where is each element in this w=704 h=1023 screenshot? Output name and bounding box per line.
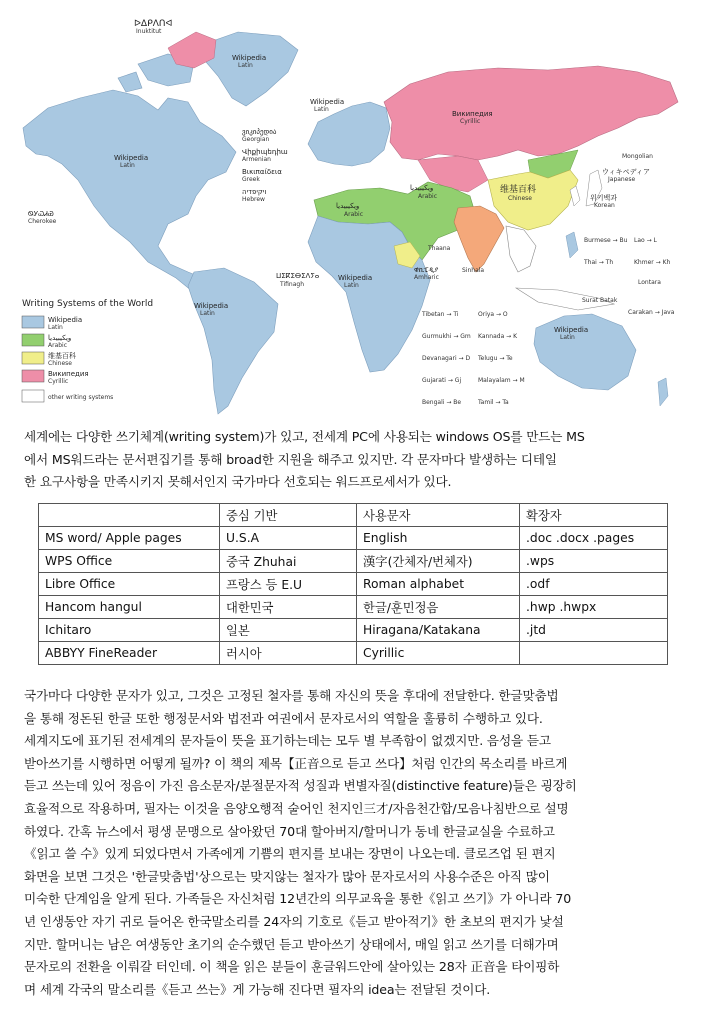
table-cell: .odf xyxy=(520,573,668,596)
table-header-cell xyxy=(39,504,220,527)
label-arabic2-script: Arabic xyxy=(418,193,438,200)
body-line: 년 인생동안 자기 귀로 들어온 한국말소리를 24자의 기호로《듣고 받아적기》한 초보의 편지가 낯설 xyxy=(24,913,564,929)
label-thai: Thai → Th xyxy=(584,259,614,266)
legend-swatch-cyrillic xyxy=(22,370,44,382)
label-tibetan: Tibetan → Ti xyxy=(422,311,459,318)
label-gujarati: Gujarati → Gj xyxy=(422,377,462,384)
label-burmese: Burmese → Bu xyxy=(584,237,628,244)
table-cell: Ichitaro xyxy=(39,619,220,642)
legend-script-other: other writing systems xyxy=(48,394,114,401)
intro-paragraph xyxy=(24,426,684,494)
label-africa-script: Latin xyxy=(344,282,359,289)
table-header-cell: 중심 기반 xyxy=(220,504,357,527)
label-samerica-native: Wikipedia xyxy=(194,302,229,310)
label-amharic: Amharic xyxy=(414,274,439,281)
label-greek: Greek xyxy=(242,176,260,183)
table-cell: Hiragana/Katakana xyxy=(357,619,520,642)
label-africa-native: Wikipedia xyxy=(338,274,373,282)
table-cell: 일본 xyxy=(220,619,357,642)
new-zealand-shape xyxy=(658,378,668,406)
body-paragraph xyxy=(24,685,684,1001)
label-khmer: Khmer → Kh xyxy=(634,259,671,266)
label-devanagari: Devanagari → D xyxy=(422,355,471,362)
table-cell: Libre Office xyxy=(39,573,220,596)
table-cell: .wps xyxy=(520,550,668,573)
southeast-asia-shape xyxy=(506,226,536,272)
label-europe-script: Latin xyxy=(314,106,329,113)
label-sinhala: Sinhala xyxy=(462,267,485,274)
label-namerica-script: Latin xyxy=(120,162,135,169)
label-samerica-script: Latin xyxy=(200,310,215,317)
label-inuktitut-native: ᐅᐃᑭᐱᑎᐊ xyxy=(134,19,173,29)
label-hebrew: Hebrew xyxy=(242,196,265,203)
table-row xyxy=(39,550,668,573)
label-greenland-script: Latin xyxy=(238,62,253,69)
table-cell: 漢字(간체자/번체자) xyxy=(357,550,520,573)
label-arabic-native: ويكيبيديا xyxy=(336,202,360,210)
label-tifinagh-native: ⵡⵉⴽⵉⴱⵉⴷⵢⴰ xyxy=(276,272,320,280)
label-cherokee: Cherokee xyxy=(28,218,57,225)
label-greenland-native: Wikipedia xyxy=(232,54,267,62)
label-tamil: Tamil → Ta xyxy=(478,399,509,406)
body-line: 《읽고 쓸 수》있게 되었다면서 가족에게 기쁨의 편지를 보내는 장면이 나오는데. 클로즈업 된 편지 xyxy=(24,846,556,862)
label-armenian-native: Վիքիպեդիա xyxy=(242,148,288,156)
label-javanese: Carakan → Java xyxy=(628,309,675,316)
legend-native-latin: Wikipedia xyxy=(48,316,83,324)
label-australia-script: Latin xyxy=(560,334,575,341)
legend-script-chinese: Chinese xyxy=(48,360,72,367)
table-header-cell: 확장자 xyxy=(520,504,668,527)
label-korean-native: 위키백과 xyxy=(590,194,618,202)
label-tifinagh: Tifinagh xyxy=(280,281,305,288)
intro-line: 세계에는 다양한 쓰기체계(writing system)가 있고, 전세계 PC에 사용되는 windows OS를 만드는 MS xyxy=(24,429,585,444)
legend-swatch-latin xyxy=(22,316,44,328)
legend-script-latin: Latin xyxy=(48,324,63,331)
legend-title: Writing Systems of the World xyxy=(22,299,154,309)
north-america-shape xyxy=(23,90,236,296)
label-europe-native: Wikipedia xyxy=(310,98,345,106)
body-line: 국가마다 다양한 문자가 있고, 그것은 고정된 철자를 통해 자신의 뜻을 후대에 전달한다. 한글맞춤법 xyxy=(24,688,559,703)
word-processor-table xyxy=(38,503,668,665)
table-cell: 대한민국 xyxy=(220,596,357,619)
legend-item-arabic xyxy=(22,334,71,349)
russia-cyrillic-shape xyxy=(384,66,678,160)
label-australia-native: Wikipedia xyxy=(554,326,589,334)
india-shape xyxy=(454,206,504,272)
table-header-cell: 사용문자 xyxy=(357,504,520,527)
table-cell xyxy=(520,642,668,665)
body-line: 을 통해 정돈된 한글 또한 행정문서와 법전과 여권에서 문자로서의 역할을 훌륭히 수행하고 있다. xyxy=(24,710,543,726)
label-kannada: Kannada → K xyxy=(478,333,518,340)
label-lontara: Lontara xyxy=(638,279,661,286)
table-cell: .jtd xyxy=(520,619,668,642)
table-cell: 러시아 xyxy=(220,642,357,665)
table-cell: 한글/훈민정음 xyxy=(357,596,520,619)
table-cell: U.S.A xyxy=(220,527,357,550)
table-row xyxy=(39,573,668,596)
table-cell: Cyrillic xyxy=(357,642,520,665)
china-shape xyxy=(488,170,578,230)
label-cyrillic-script: Cyrillic xyxy=(460,118,481,125)
label-namerica-native: Wikipedia xyxy=(114,154,149,162)
body-line: 지만. 할머니는 남은 여생동안 초기의 순수했던 듣고 받아쓰기 상태에서, 매일 읽고 쓰기를 더해가며 xyxy=(24,936,559,952)
table-cell: ABBYY FineReader xyxy=(39,642,220,665)
intro-line: 한 요구사항을 만족시키지 못해서인지 국가마다 선호되는 워드프로세서가 있다. xyxy=(24,474,452,490)
table-cell: .hwp .hwpx xyxy=(520,596,668,619)
label-georgian-native: ვიკიპედია xyxy=(242,128,277,136)
table-header-row xyxy=(39,504,668,527)
label-malayalam: Malayalam → M xyxy=(478,377,525,384)
label-greek-native: Βικιπαίδεια xyxy=(242,168,282,176)
table-cell: 프랑스 등 E.U xyxy=(220,573,357,596)
legend-script-arabic: Arabic xyxy=(48,342,68,349)
table-row xyxy=(39,527,668,550)
label-arabic2-native: ويكيبيديا xyxy=(410,184,434,192)
table-cell: English xyxy=(357,527,520,550)
body-line: 미숙한 단계임을 알게 된다. 가족들은 자신처럼 12년간의 의무교육을 통한《읽고 쓰기》가 아니라 70 xyxy=(24,891,572,907)
label-japanese: Japanese xyxy=(608,176,636,183)
table-cell: 중국 Zhuhai xyxy=(220,550,357,573)
label-inuktitut: Inuktitut xyxy=(136,28,162,35)
label-gurmukhi: Gurmukhi → Gm xyxy=(422,333,471,340)
label-chinese-script: Chinese xyxy=(508,195,532,202)
korea-shape xyxy=(570,186,580,206)
body-line: 세계지도에 표기된 전세계의 문자들이 뜻을 표기하는데는 모두 별 부족함이 없겠지만. 음성을 듣고 xyxy=(24,733,551,749)
intro-line: 에서 MS워드라는 문서편집기를 통해 broad한 지원을 해주고 있지만. 각 문자마다 발생하는 디테일 xyxy=(24,451,557,467)
label-telugu: Telugu → Te xyxy=(478,355,513,362)
label-korean: Korean xyxy=(594,202,615,209)
table-row xyxy=(39,619,668,642)
label-cyrillic-native: Википедия xyxy=(452,110,493,118)
label-bengali: Bengali → Be xyxy=(422,399,462,406)
legend-native-arabic: ويكيبيديا xyxy=(48,334,72,342)
label-chinese-native: 维基百科 xyxy=(500,185,537,195)
body-line: 화면을 보면 그것은 '한글맞춤법'상으로는 맞지않는 철자가 많아 문자로서의 사용수준은 아직 많이 xyxy=(24,868,550,884)
label-mongolian: Mongolian xyxy=(622,153,653,160)
label-arabic-script: Arabic xyxy=(344,211,364,218)
label-cherokee-native: ᏫᎩᏇᏗᏯ xyxy=(28,210,54,218)
philippines-shape xyxy=(566,232,578,258)
table-cell: MS word/ Apple pages xyxy=(39,527,220,550)
table-cell: WPS Office xyxy=(39,550,220,573)
label-japanese-native: ウィキペディア xyxy=(602,168,651,176)
label-hebrew-native: ויקיפדיה xyxy=(242,188,267,196)
label-lao: Lao → L xyxy=(634,237,657,244)
legend-item-other xyxy=(22,390,113,402)
label-oriya: Oriya → O xyxy=(478,311,508,318)
legend-swatch-chinese xyxy=(22,352,44,364)
legend-swatch-other xyxy=(22,390,44,402)
legend-item-latin xyxy=(22,316,82,331)
body-line: 하였다. 간혹 뉴스에서 평생 문맹으로 살아왔던 70대 할아버지/할머니가 동네 한글교실을 수료하고 xyxy=(24,823,555,839)
table-cell: Hancom hangul xyxy=(39,596,220,619)
body-line: 효율적으로 작용하며, 필자는 이것을 음양오행적 술어인 천지인三才/자음천간합/모음나침반으로 설명 xyxy=(24,800,569,816)
label-batak: Surat Batak xyxy=(582,297,618,304)
world-map-svg xyxy=(18,10,686,418)
body-line: 며 세계 각국의 말소리를《듣고 쓰는》게 가능해 진다면 필자의 idea는 전달된 것이다. xyxy=(24,981,491,997)
greenland-shape xyxy=(204,32,298,106)
legend-swatch-arabic xyxy=(22,334,44,346)
legend-item-cyrillic xyxy=(22,370,89,385)
table-cell: .doc .docx .pages xyxy=(520,527,668,550)
label-armenian: Armenian xyxy=(242,156,271,163)
body-line: 문자로의 전환을 이뤄갈 터인데. 이 책을 읽은 분들이 훈글워드안에 살아있는 28자 正音을 타이핑하 xyxy=(24,959,560,975)
label-amharic-native: ዊኪፔዲያ xyxy=(414,266,439,274)
legend-native-chinese: 维基百科 xyxy=(48,352,76,360)
label-georgian: Georgian xyxy=(242,136,270,143)
writing-systems-world-map xyxy=(18,10,686,418)
table-row xyxy=(39,642,668,665)
body-line: 받아쓰기를 시행하면 어떻게 될까? 이 책의 제목【正音으로 듣고 쓰다】처럼 인간의 목소리를 바르게 xyxy=(24,755,568,771)
label-thaana: Thaana xyxy=(428,245,451,252)
legend-native-cyrillic: Википедия xyxy=(48,370,89,378)
table-row xyxy=(39,596,668,619)
south-america-shape xyxy=(188,268,278,414)
legend-item-chinese xyxy=(22,351,76,367)
body-line: 듣고 쓰는데 있어 정음이 가진 음소문자/분절문자적 성질과 변별자질(distinctive feature)들은 굉장히 xyxy=(24,778,577,794)
legend-script-cyrillic: Cyrillic xyxy=(48,378,69,385)
table-cell: Roman alphabet xyxy=(357,573,520,596)
